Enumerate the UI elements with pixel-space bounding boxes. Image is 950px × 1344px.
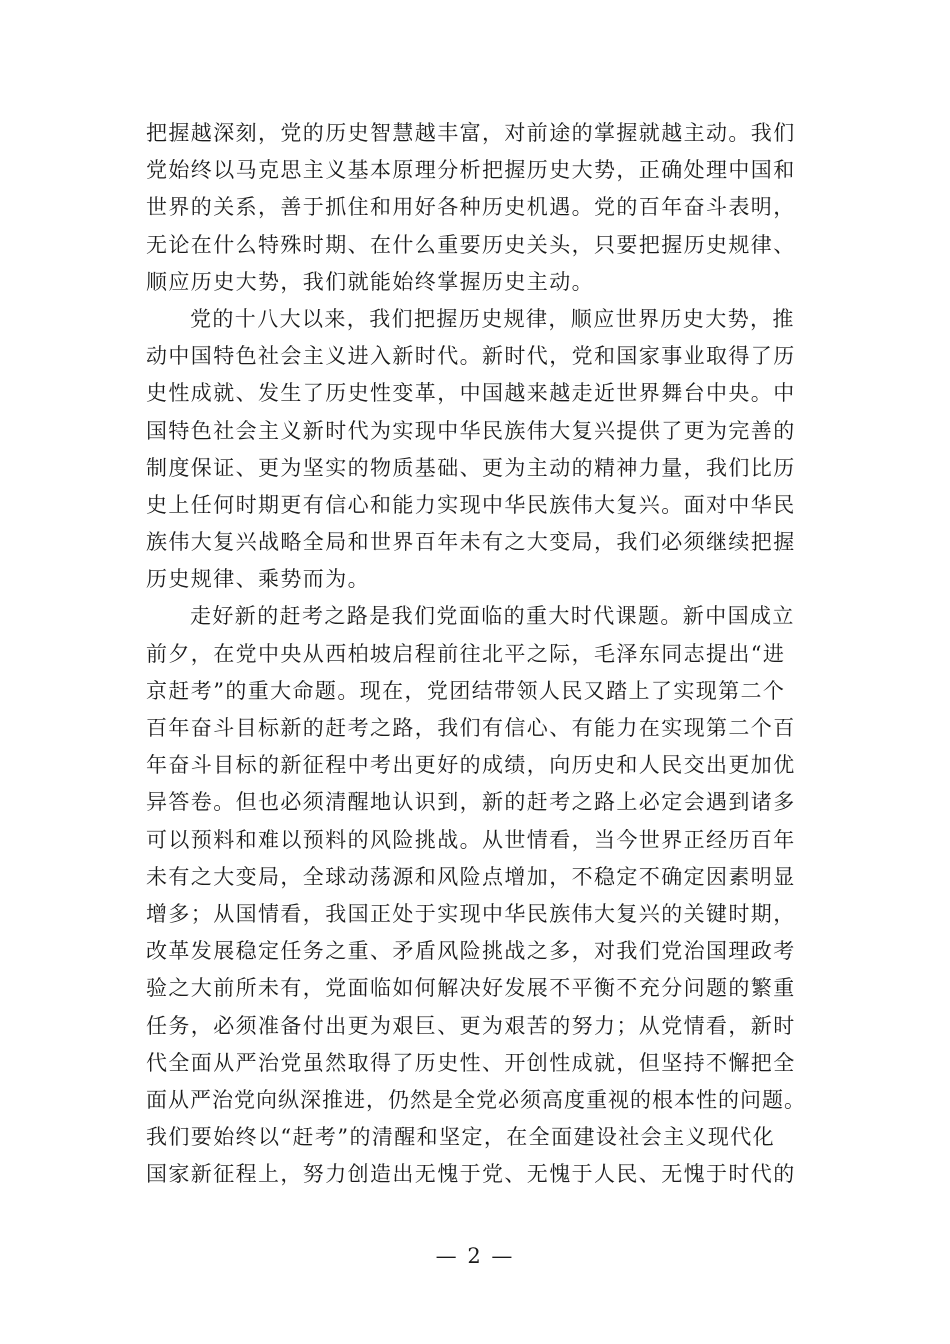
text-line: 年奋斗目标的新征程中考出更好的成绩，向历史和人民交出更加优 <box>146 753 796 778</box>
text-line: 制度保证、更为坚实的物质基础、更为主动的精神力量，我们比历 <box>146 455 796 480</box>
text-line: 异答卷。但也必须清醒地认识到，新的赶考之路上必定会遇到诸多 <box>146 790 796 815</box>
text-line: 党始终以马克思主义基本原理分析把握历史大势，正确处理中国和 <box>146 158 796 183</box>
paragraph-first-line: 走好新的赶考之路是我们党面临的重大时代课题。新中国成立 <box>190 604 795 629</box>
page-number: — 2 — <box>435 1244 515 1268</box>
text-line: 前夕，在党中央从西柏坡启程前往北平之际，毛泽东同志提出“进 <box>146 641 786 666</box>
text-line: 顺应历史大势，我们就能始终掌握历史主动。 <box>146 269 594 294</box>
text-line: 我们要始终以“赶考”的清醒和坚定，在全面建设社会主义现代化 <box>146 1125 776 1150</box>
text-line: 历史规律、乘势而为。 <box>146 567 370 592</box>
text-line: 史性成就、发生了历史性变革，中国越来越走近世界舞台中央。中 <box>146 381 796 406</box>
text-line: 世界的关系，善于抓住和用好各种历史机遇。党的百年奋斗表明， <box>146 195 796 220</box>
text-line: 把握越深刻，党的历史智慧越丰富，对前途的掌握就越主动。我们 <box>146 121 796 145</box>
text-line: 动中国特色社会主义进入新时代。新时代，党和国家事业取得了历 <box>146 344 796 369</box>
text-line: 验之大前所未有，党面临如何解决好发展不平衡不充分问题的繁重 <box>146 976 796 1001</box>
text-line: 代全面从严治党虽然取得了历史性、开创性成就，但坚持不懈把全 <box>146 1050 796 1075</box>
text-line: 未有之大变局，全球动荡源和风险点增加，不稳定不确定因素明显 <box>146 864 796 889</box>
text-line: 任务，必须准备付出更为艰巨、更为艰苦的努力；从党情看，新时 <box>146 1013 796 1038</box>
paragraph-first-line: 党的十八大以来，我们把握历史规律，顺应世界历史大势，推 <box>190 306 795 331</box>
text-line: 族伟大复兴战略全局和世界百年未有之大变局，我们必须继续把握 <box>146 530 796 555</box>
text-line: 增多；从国情看，我国正处于实现中华民族伟大复兴的关键时期， <box>146 901 796 926</box>
text-line: 史上任何时期更有信心和能力实现中华民族伟大复兴。面对中华民 <box>146 492 796 517</box>
text-line: 国家新征程上，努力创造出无愧于党、无愧于人民、无愧于时代的 <box>146 1162 796 1187</box>
text-line: 可以预料和难以预料的风险挑战。从世情看，当今世界正经历百年 <box>146 827 796 852</box>
text-line: 改革发展稳定任务之重、矛盾风险挑战之多，对我们党治国理政考 <box>146 939 796 964</box>
body-text <box>146 115 810 1193</box>
text-line: 国特色社会主义新时代为实现中华民族伟大复兴提供了更为完善的 <box>146 418 796 443</box>
text-line: 百年奋斗目标新的赶考之路，我们有信心、有能力在实现第二个百 <box>146 716 796 740</box>
text-line: 无论在什么特殊时期、在什么重要历史关头，只要把握历史规律、 <box>146 232 796 257</box>
text-line: 面从严治党向纵深推进，仍然是全党必须高度重视的根本性的问题。 <box>146 1087 806 1112</box>
text-line: 京赶考”的重大命题。现在，党团结带领人民又踏上了实现第二个 <box>146 678 786 703</box>
